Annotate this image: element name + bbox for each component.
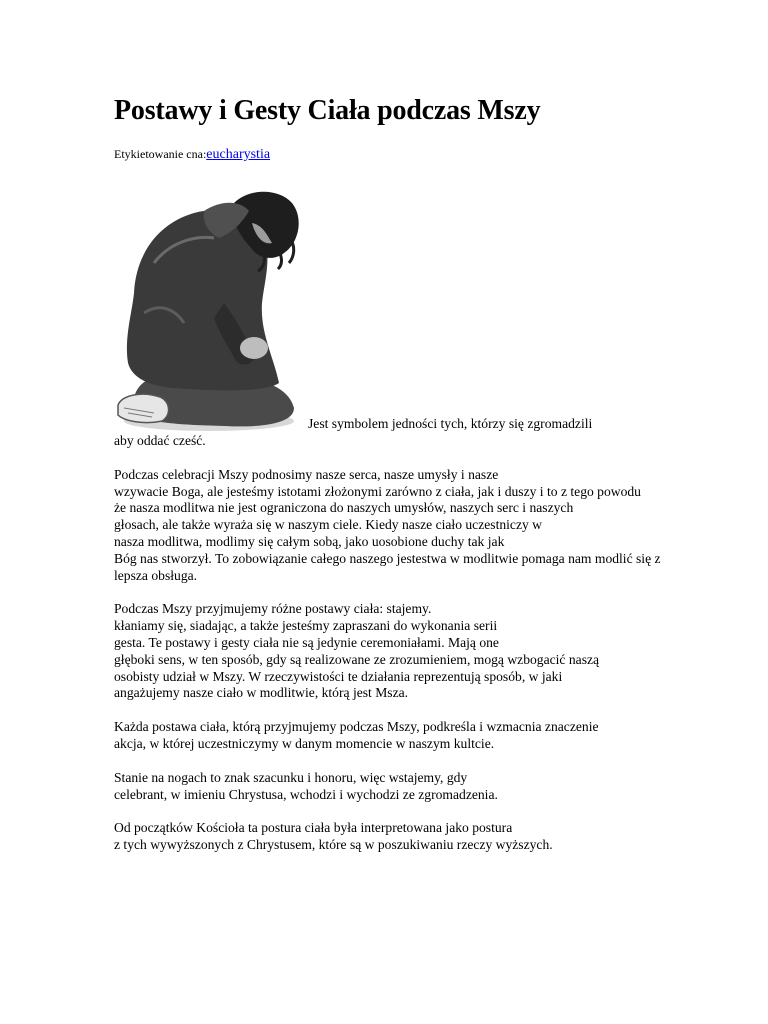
lead-block [114, 183, 684, 450]
paragraph-line: z tych wywyższonych z Chrystusem, które są w poszukiwaniu rzeczy wyższych. [114, 837, 553, 853]
paragraph-line: Od początków Kościoła ta postura ciała była interpretowana jako postura [114, 820, 513, 836]
paragraph-line: osobisty udział w Mszy. W rzeczywistości te działania reprezentują sposób, w jaki [114, 668, 563, 684]
paragraph-4 [114, 770, 684, 804]
paragraph-line: głęboki sens, w ten sposób, gdy są realizowane ze zrozumieniem, mogą wzbogacić naszą [114, 651, 600, 667]
paragraph-2 [114, 601, 684, 702]
lead-sentence-end: aby oddać cześć. [114, 433, 206, 448]
paragraph-line: Stanie na nogach to znak szacunku i honoru, więc wstajemy, gdy [114, 769, 468, 785]
paragraph-line: akcja, w której uczestniczymy w danym momencie w naszym kultcie. [114, 735, 495, 751]
kneeling-praying-man-photo [114, 183, 304, 433]
tag-link-eucharystia[interactable]: eucharystia [206, 147, 271, 162]
paragraph-3 [114, 719, 684, 753]
paragraph-line: wzywacie Boga, ale jesteśmy istotami złożonymi zarówno z ciała, jak i duszy i to z tego powodu [114, 483, 641, 499]
paragraph-line: lepsza obsługa. [114, 567, 198, 583]
lead-sentence-start: Jest symbolem jedności tych, którzy się zgromadzili [308, 416, 593, 432]
paragraph-line: głosach, ale także wyraża się w naszym ciele. Kiedy nasze ciało uczestniczy w [114, 517, 543, 533]
paragraph-line: gesta. Te postawy i gesty ciała nie są jedynie ceremoniałami. Mają one [114, 634, 499, 650]
paragraph-line: celebrant, w imieniu Chrystusa, wchodzi i wychodzi ze zgromadzenia. [114, 786, 498, 802]
paragraph-line: angażujemy nasze ciało w modlitwie, którą jest Msza. [114, 685, 409, 701]
tags-line [114, 146, 684, 163]
paragraph-line: Każda postawa ciała, którą przyjmujemy podczas Mszy, podkreśla i wzmacnia znaczenie [114, 719, 599, 735]
paragraph-line: Podczas Mszy przyjmujemy różne postawy ciała: stajemy. [114, 601, 432, 617]
page-title: Postawy i Gesty Ciała podczas Mszy [114, 95, 541, 126]
paragraph-line: kłaniamy się, siadając, a także jesteśmy zapraszani do wykonania serii [114, 618, 498, 634]
document-page [114, 92, 684, 854]
paragraph-line: Podczas celebracji Mszy podnosimy nasze serca, nasze umysły i nasze [114, 466, 499, 482]
paragraph-line: że nasza modlitwa nie jest ograniczona do naszych umysłów, naszych serc i naszych [114, 500, 574, 516]
paragraph-1 [114, 467, 684, 585]
tags-label: Etykietowanie cna: [114, 147, 207, 161]
paragraph-line: Bóg nas stworzył. To zobowiązanie całego naszego jestestwa w modlitwie pomaga nam modlić się z [114, 550, 661, 566]
paragraph-line: nasza modlitwa, modlimy się całym sobą, jako uosobione duchy tak jak [114, 533, 505, 549]
paragraph-5 [114, 820, 684, 854]
